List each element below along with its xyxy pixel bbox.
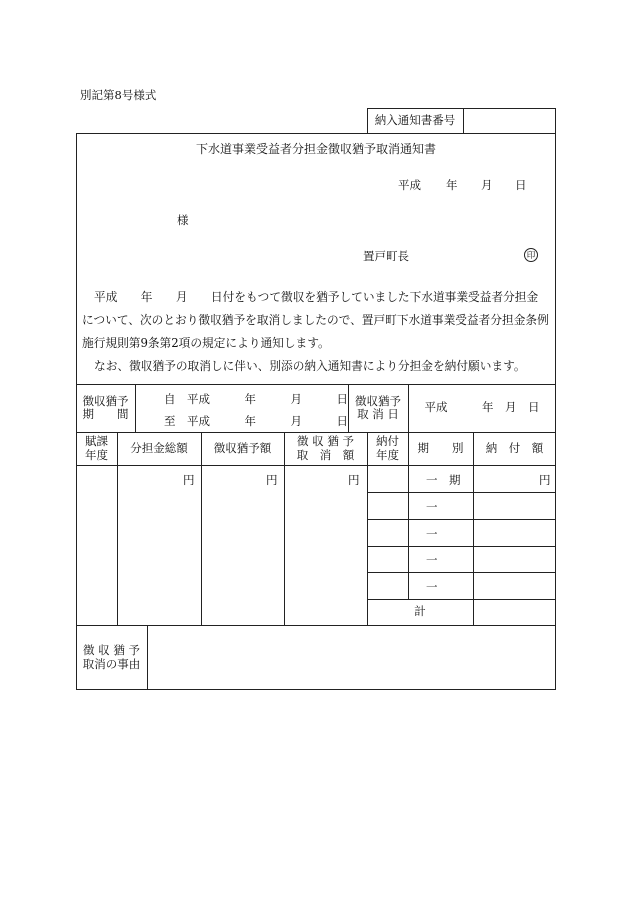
notice-number-field[interactable] — [464, 108, 555, 134]
period-row: 一 — [426, 580, 438, 594]
yen-cancelled: 円 — [348, 473, 360, 487]
notice-number-label: 納入通知書番号 — [374, 113, 456, 128]
issuer-name: 置戸町長 — [363, 249, 409, 263]
body-line-2: について、次のとおり徴収猶予を取消しましたので、置戸町下水道事業受益者分担金条例 — [82, 313, 549, 327]
period-to: 至 平成 年 月 日 — [164, 414, 348, 428]
header-deferred: 徴収猶予額 — [213, 440, 272, 455]
header-total: 分担金総額 — [130, 440, 188, 455]
cancel-date-label: 徴収猶予 取 消 日 — [355, 393, 401, 421]
date-era: 平成 — [398, 178, 421, 192]
reason-label: 徴 収 猶 予 取消の事由 — [82, 643, 141, 671]
body-line-3: 施行規則第9条第2項の規定により通知します。 — [82, 336, 330, 350]
period-label: 徴収猶予 期 間 — [82, 393, 129, 421]
cancel-date-value: 平成 年 月 日 — [424, 400, 540, 415]
header-period: 期 別 — [417, 440, 464, 455]
body-line-4: なお、徴収猶予の取消しに伴い、別添の納入通知書により分担金を納付願います。 — [94, 359, 526, 373]
period-row: 一 — [426, 553, 438, 567]
header-cancelled: 徴 収 猶 予 取 消 額 — [296, 434, 355, 462]
yen-total: 円 — [183, 473, 195, 487]
form-title: 下水道事業受益者分担金徴収猶予取消通知書 — [195, 142, 436, 157]
total-label: 計 — [414, 604, 426, 619]
yen-deferred: 円 — [266, 473, 278, 487]
period-row: 一 — [426, 500, 438, 514]
date-year: 年 — [446, 178, 458, 192]
form-label: 別記第8号様式 — [80, 88, 157, 102]
seal-icon: 印 — [524, 248, 538, 262]
date-month: 月 — [481, 178, 493, 192]
header-fiscal-year: 賦課 年度 — [85, 434, 108, 462]
yen-payment: 円 — [539, 473, 551, 487]
header-payment: 納 付 額 — [485, 440, 544, 455]
date-day: 日 — [515, 178, 527, 192]
period-row: 一 期 — [426, 473, 461, 487]
body-line-1: 平成 年 月 日付をもつて徴収を猶予していました下水道事業受益者分担金 — [94, 290, 539, 304]
addressee-suffix: 様 — [177, 213, 189, 227]
period-from: 自 平成 年 月 日 — [164, 392, 348, 406]
period-row: 一 — [426, 527, 438, 541]
header-pay-year: 納付 年度 — [376, 434, 399, 462]
